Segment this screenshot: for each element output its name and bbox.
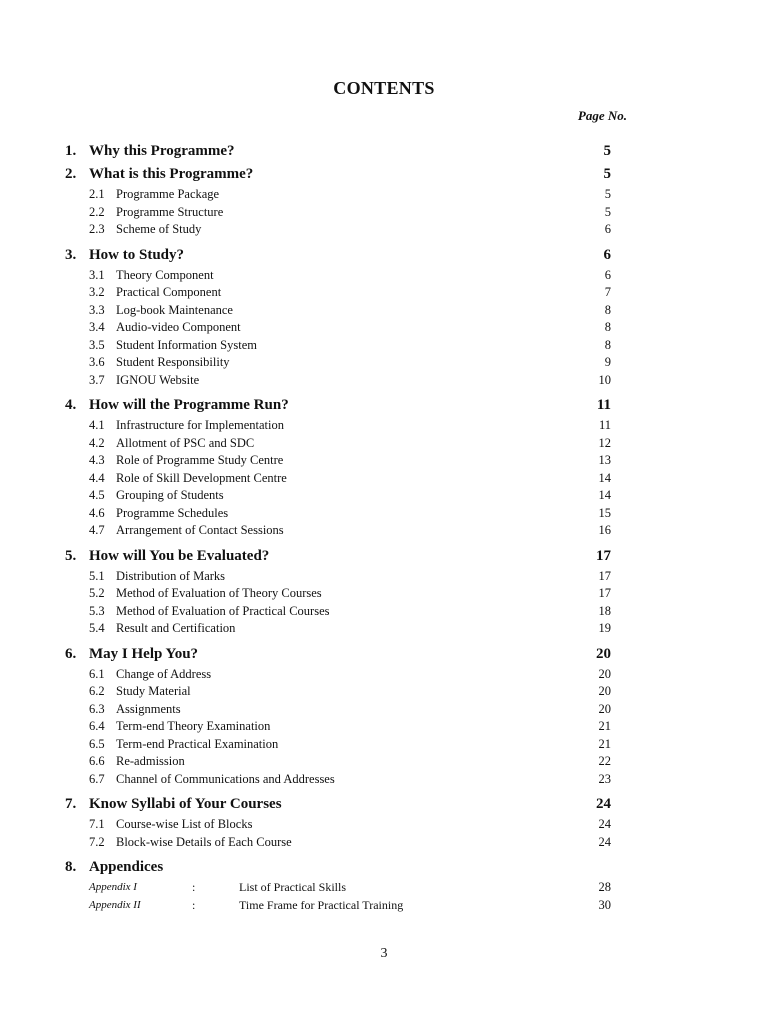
- toc-subsection-row: [0, 586, 768, 604]
- section-page-number: 5: [603, 166, 611, 182]
- toc-subsection-row: [0, 222, 768, 240]
- subsection-page-number: 5: [604, 187, 611, 201]
- toc-subsection-row: [0, 523, 768, 541]
- subsection-number: 3.5: [89, 337, 105, 352]
- toc-section-row: [0, 857, 768, 880]
- toc-subsection-row: [0, 835, 768, 853]
- section-title: How will the Programme Run?: [89, 397, 289, 413]
- toc-subsection-row: [0, 471, 768, 489]
- subsection-number: 3.7: [89, 372, 105, 387]
- subsection-number: 6.6: [89, 754, 105, 768]
- subsection-number: 2.3: [89, 222, 105, 236]
- appendix-page-number: 28: [598, 880, 611, 894]
- toc-subsection-row: [0, 719, 768, 737]
- subsection-number: 7.1: [89, 817, 105, 831]
- subsection-title: Method of Evaluation of Practical Courses: [116, 603, 330, 618]
- subsection-number: 6.1: [89, 666, 105, 681]
- subsection-page-number: 22: [598, 754, 611, 768]
- section-title: Why this Programme?: [89, 143, 235, 159]
- section-number: 1.: [65, 143, 77, 159]
- appendix-page-number: 30: [598, 897, 611, 912]
- subsection-title: Term-end Practical Examination: [116, 736, 279, 751]
- toc-section-row: [0, 395, 768, 418]
- footer-page-number: 3: [380, 946, 388, 961]
- subsection-title: Role of Programme Study Centre: [116, 453, 284, 467]
- appendix-title: List of Practical Skills: [239, 880, 346, 894]
- subsection-number: 2.2: [89, 204, 105, 219]
- toc-subsection-row: [0, 355, 768, 373]
- subsection-page-number: 24: [598, 817, 611, 831]
- subsection-title: Theory Component: [116, 267, 214, 282]
- toc-section-row: [0, 794, 768, 817]
- subsection-title: Student Responsibility: [116, 355, 230, 369]
- subsection-title: Role of Skill Development Centre: [116, 470, 287, 485]
- subsection-page-number: 14: [598, 470, 611, 485]
- subsection-page-number: 14: [598, 488, 611, 502]
- section-title: Appendices: [89, 859, 164, 875]
- toc-subsection-row: [0, 436, 768, 454]
- subsection-page-number: 5: [604, 204, 611, 219]
- subsection-number: 5.4: [89, 621, 105, 635]
- subsection-title: Student Information System: [116, 337, 257, 352]
- section-page-number: 20: [596, 645, 611, 662]
- section-page-number: 11: [596, 397, 611, 413]
- section-number: 7.: [65, 796, 77, 812]
- subsection-page-number: 6: [604, 267, 611, 282]
- subsection-number: 4.3: [89, 453, 105, 467]
- subsection-title: Change of Address: [116, 666, 212, 681]
- toc-subsection-row: [0, 187, 768, 205]
- subsection-number: 3.4: [89, 320, 105, 334]
- subsection-number: 4.1: [89, 418, 105, 432]
- subsection-page-number: 11: [598, 418, 611, 432]
- subsection-page-number: 17: [598, 568, 611, 583]
- toc-section-row: [0, 644, 768, 667]
- subsection-title: Programme Structure: [116, 204, 224, 219]
- appendix-number: Appendix II: [89, 898, 141, 911]
- subsection-page-number: 16: [598, 523, 611, 537]
- toc-subsection-row: [0, 621, 768, 639]
- subsection-title: Programme Package: [116, 187, 220, 201]
- subsection-title: IGNOU Website: [116, 372, 200, 387]
- section-page-number: 6: [603, 246, 611, 263]
- subsection-page-number: 23: [598, 771, 611, 786]
- subsection-page-number: 24: [598, 834, 611, 849]
- subsection-page-number: 9: [604, 355, 611, 369]
- appendix-separator: :: [192, 897, 196, 912]
- subsection-page-number: 20: [598, 666, 611, 681]
- section-number: 2.: [65, 166, 77, 182]
- subsection-number: 3.2: [89, 285, 105, 299]
- subsection-page-number: 8: [604, 320, 611, 334]
- section-number: 8.: [65, 859, 77, 875]
- subsection-page-number: 21: [598, 736, 611, 751]
- subsection-page-number: 8: [604, 302, 611, 317]
- subsection-number: 5.3: [89, 603, 105, 618]
- subsection-page-number: 13: [598, 453, 611, 467]
- toc-subsection-row: [0, 205, 768, 223]
- table-of-contents: [0, 141, 768, 915]
- toc-section-row: [0, 164, 768, 187]
- subsection-number: 6.2: [89, 684, 105, 698]
- subsection-title: Scheme of Study: [116, 222, 202, 236]
- toc-subsection-row: [0, 418, 768, 436]
- subsection-number: 6.4: [89, 719, 105, 733]
- page-no-header: Page No.: [577, 108, 627, 123]
- subsection-number: 3.6: [89, 355, 105, 369]
- section-page-number: 5: [603, 143, 611, 159]
- section-number: 6.: [65, 645, 77, 662]
- toc-subsection-row: [0, 817, 768, 835]
- subsection-title: Practical Component: [116, 285, 222, 299]
- subsection-title: Result and Certification: [116, 621, 236, 635]
- toc-subsection-row: [0, 453, 768, 471]
- subsection-number: 5.2: [89, 586, 105, 600]
- subsection-page-number: 18: [598, 603, 611, 618]
- subsection-number: 3.3: [89, 302, 105, 317]
- toc-subsection-row: [0, 320, 768, 338]
- toc-subsection-row: [0, 268, 768, 286]
- appendix-number: Appendix I: [89, 881, 137, 893]
- subsection-title: Arrangement of Contact Sessions: [116, 523, 284, 537]
- toc-appendix-row: [0, 898, 768, 916]
- toc-subsection-row: [0, 488, 768, 506]
- section-title: How to Study?: [89, 246, 185, 263]
- subsection-page-number: 21: [598, 719, 611, 733]
- section-title: Know Syllabi of Your Courses: [89, 796, 282, 812]
- subsection-page-number: 8: [604, 337, 611, 352]
- toc-subsection-row: [0, 772, 768, 790]
- subsection-page-number: 20: [598, 684, 611, 698]
- subsection-title: Allotment of PSC and SDC: [116, 435, 255, 450]
- section-title: What is this Programme?: [89, 166, 254, 182]
- subsection-title: Re-admission: [116, 754, 185, 768]
- subsection-page-number: 20: [598, 701, 611, 716]
- toc-subsection-row: [0, 506, 768, 524]
- subsection-title: Audio-video Component: [116, 320, 241, 334]
- subsection-title: Block-wise Details of Each Course: [116, 834, 292, 849]
- subsection-title: Method of Evaluation of Theory Courses: [116, 586, 322, 600]
- subsection-number: 4.2: [89, 435, 105, 450]
- toc-section-row: [0, 546, 768, 569]
- subsection-number: 7.2: [89, 834, 105, 849]
- section-number: 5.: [65, 547, 77, 564]
- subsection-title: Programme Schedules: [116, 505, 229, 520]
- subsection-title: Term-end Theory Examination: [116, 719, 271, 733]
- section-number: 4.: [65, 397, 77, 413]
- section-title: How will You be Evaluated?: [89, 547, 270, 564]
- subsection-number: 4.5: [89, 488, 105, 502]
- page-title: CONTENTS: [333, 78, 435, 98]
- subsection-page-number: 19: [598, 621, 611, 635]
- subsection-number: 6.3: [89, 701, 105, 716]
- section-page-number: 17: [596, 547, 611, 564]
- toc-subsection-row: [0, 737, 768, 755]
- toc-subsection-row: [0, 338, 768, 356]
- subsection-number: 6.7: [89, 771, 105, 786]
- subsection-number: 2.1: [89, 187, 105, 201]
- section-number: 3.: [65, 246, 77, 263]
- toc-subsection-row: [0, 702, 768, 720]
- subsection-title: Course-wise List of Blocks: [116, 817, 253, 831]
- section-page-number: 24: [596, 796, 611, 812]
- toc-section-row: [0, 141, 768, 164]
- appendix-title: Time Frame for Practical Training: [239, 897, 404, 912]
- toc-subsection-row: [0, 684, 768, 702]
- subsection-number: 4.6: [89, 505, 105, 520]
- subsection-number: 4.7: [89, 523, 105, 537]
- subsection-title: Grouping of Students: [116, 488, 224, 502]
- subsection-title: Assignments: [116, 701, 181, 716]
- toc-appendix-row: [0, 880, 768, 898]
- toc-subsection-row: [0, 604, 768, 622]
- appendix-separator: :: [192, 880, 196, 894]
- toc-subsection-row: [0, 754, 768, 772]
- toc-subsection-row: [0, 373, 768, 391]
- subsection-title: Distribution of Marks: [116, 568, 226, 583]
- subsection-number: 5.1: [89, 568, 105, 583]
- subsection-title: Channel of Communications and Addresses: [116, 771, 335, 786]
- subsection-page-number: 17: [598, 586, 611, 600]
- toc-section-row: [0, 245, 768, 268]
- toc-subsection-row: [0, 667, 768, 685]
- subsection-number: 4.4: [89, 470, 105, 485]
- subsection-number: 3.1: [89, 267, 105, 282]
- subsection-page-number: 15: [598, 505, 611, 520]
- subsection-page-number: 6: [604, 222, 611, 236]
- toc-subsection-row: [0, 303, 768, 321]
- subsection-number: 6.5: [89, 736, 105, 751]
- subsection-title: Infrastructure for Implementation: [116, 418, 284, 432]
- subsection-page-number: 10: [598, 372, 611, 387]
- toc-subsection-row: [0, 285, 768, 303]
- subsection-page-number: 12: [598, 435, 611, 450]
- subsection-title: Log-book Maintenance: [116, 302, 233, 317]
- subsection-title: Study Material: [116, 684, 191, 698]
- toc-subsection-row: [0, 569, 768, 587]
- section-title: May I Help You?: [89, 645, 199, 662]
- subsection-page-number: 7: [604, 285, 611, 299]
